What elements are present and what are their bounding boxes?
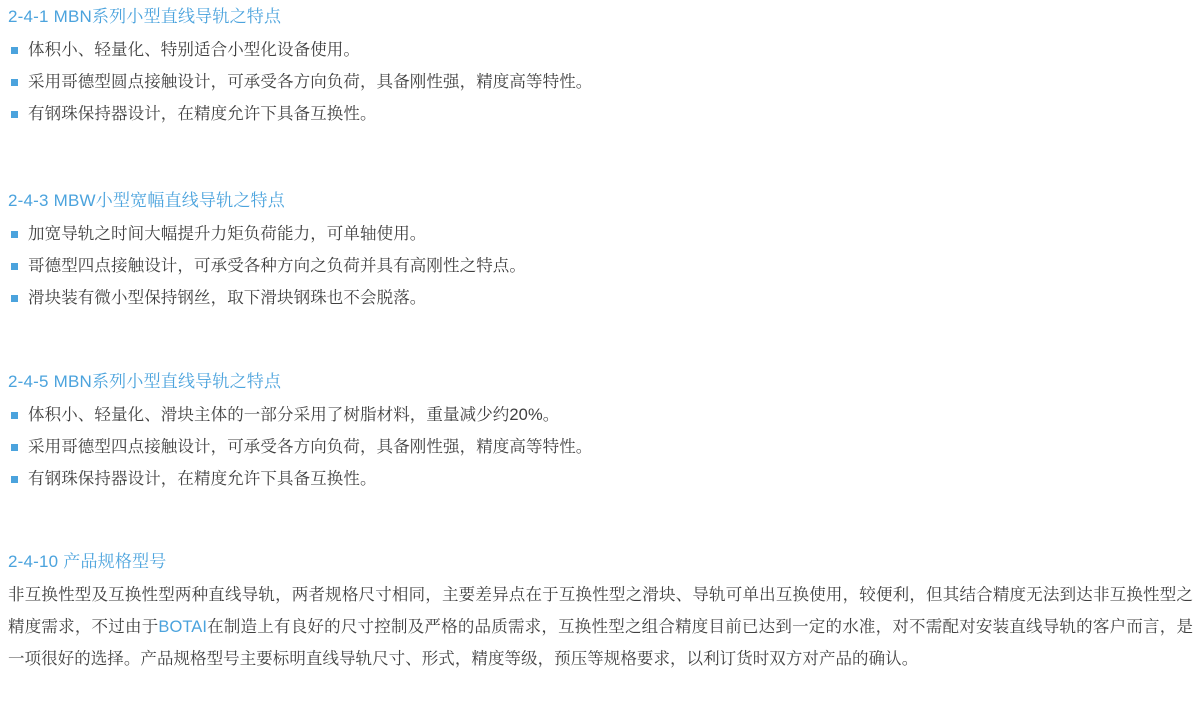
spec-paragraph-part2: 在制造上有良好的尺寸控制及严格的品质需求，互换性型之组合精度目前已达到一定的水准，对不需配对安装直线导轨的客户而言，是一项很好的选择。产品规格型号主要标明直线导轨尺寸、形式，精度等级，预压等规格要求，以利订货时双方对产品的确认。 xyxy=(8,618,1194,668)
square-bullet-icon xyxy=(11,476,18,483)
list-item-text: 有钢珠保持器设计，在精度允许下具备互换性。 xyxy=(28,470,377,488)
list-item-text: 采用哥德型圆点接触设计，可承受各方向负荷，具备刚性强，精度高等特性。 xyxy=(28,73,593,91)
list-item xyxy=(8,282,526,314)
list-item-text: 有钢珠保持器设计，在精度允许下具备互换性。 xyxy=(28,105,377,123)
square-bullet-icon xyxy=(11,47,18,54)
square-bullet-icon xyxy=(11,263,18,270)
bullet-list xyxy=(8,218,526,314)
list-item-text: 体积小、轻量化、特别适合小型化设备使用。 xyxy=(28,41,360,59)
list-item-text: 采用哥德型四点接触设计，可承受各方向负荷，具备刚性强，精度高等特性。 xyxy=(28,438,593,456)
square-bullet-icon xyxy=(11,79,18,86)
list-item xyxy=(8,34,592,66)
section-product-spec-model xyxy=(0,551,1193,675)
bullet-list xyxy=(8,399,592,495)
square-bullet-icon xyxy=(11,231,18,238)
section-mbw-wide-features xyxy=(0,190,526,314)
list-item xyxy=(8,250,526,282)
list-item xyxy=(8,463,592,495)
list-item-text: 哥德型四点接触设计，可承受各种方向之负荷并具有高刚性之特点。 xyxy=(28,257,526,275)
spec-paragraph-part1: 非互换性型及互换性型两种直线导轨，两者规格尺寸相同，主要差异点在于互换性型之滑块、导轨可单出互换使用，较便利，但其结合精度无法到达非互换性型之精度需求，不过由于 xyxy=(8,586,1193,636)
list-item xyxy=(8,98,592,130)
section-mbn-small-features xyxy=(0,6,592,130)
list-item xyxy=(8,431,592,463)
list-item xyxy=(8,399,592,431)
list-item-text: 滑块装有微小型保持钢丝，取下滑块钢珠也不会脱落。 xyxy=(28,289,427,307)
section-title: 2-4-3 MBW小型宽幅直线导轨之特点 xyxy=(8,191,285,210)
brand-name: BOTAI xyxy=(158,618,207,636)
square-bullet-icon xyxy=(11,111,18,118)
spec-paragraph xyxy=(8,579,1193,675)
list-item xyxy=(8,66,592,98)
list-item-text: 体积小、轻量化、滑块主体的一部分采用了树脂材料，重量减少约20%。 xyxy=(28,406,560,424)
square-bullet-icon xyxy=(11,295,18,302)
square-bullet-icon xyxy=(11,444,18,451)
section-title: 2-4-10 产品规格型号 xyxy=(8,552,167,571)
list-item xyxy=(8,218,526,250)
bullet-list xyxy=(8,34,592,130)
section-mbn-series-features xyxy=(0,371,592,495)
section-title: 2-4-5 MBN系列小型直线导轨之特点 xyxy=(8,372,282,391)
square-bullet-icon xyxy=(11,412,18,419)
list-item-text: 加宽导轨之时间大幅提升力矩负荷能力，可单轴使用。 xyxy=(28,225,427,243)
section-title: 2-4-1 MBN系列小型直线导轨之特点 xyxy=(8,7,282,26)
